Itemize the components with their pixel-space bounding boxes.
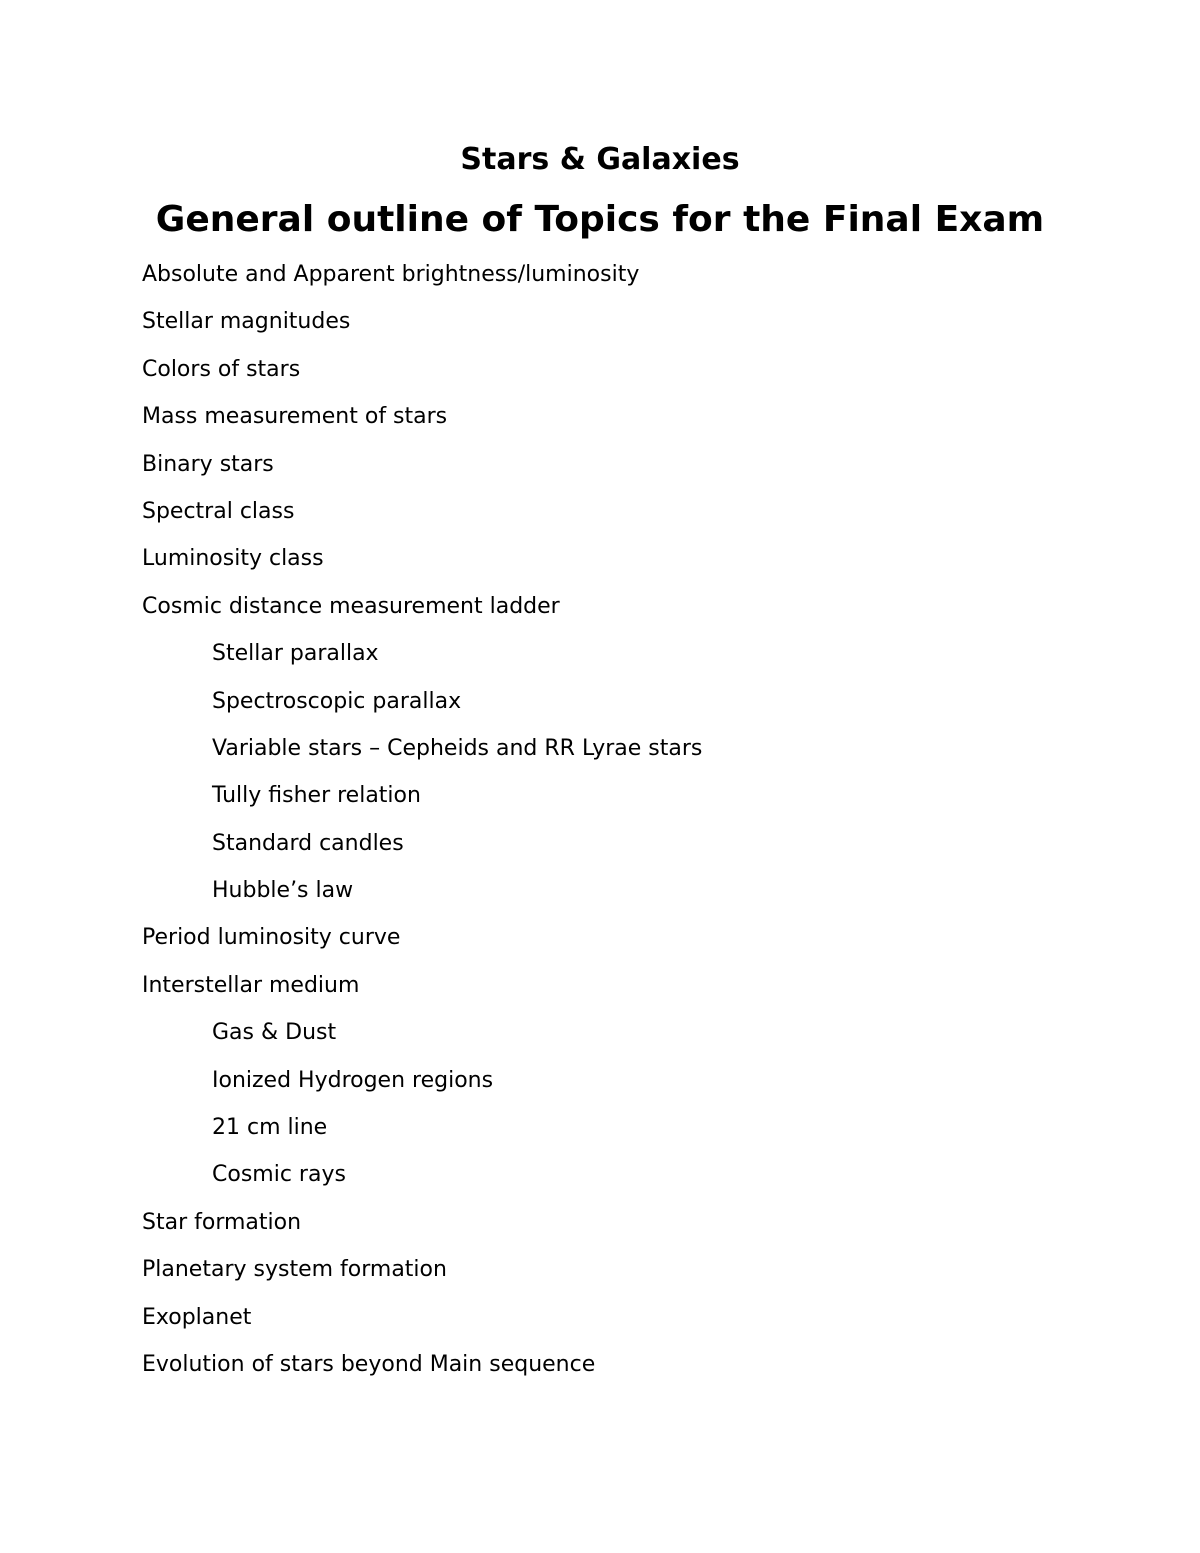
topic-item: Evolution of stars beyond Main sequence	[142, 1351, 596, 1377]
topic-item: Exoplanet	[142, 1304, 252, 1330]
topic-item: Star formation	[142, 1209, 302, 1235]
topic-item: Interstellar medium	[142, 972, 360, 998]
topic-item: Planetary system formation	[142, 1257, 447, 1283]
topic-item: Colors of stars	[142, 356, 301, 382]
subtopic-item: Standard candles	[212, 830, 404, 856]
topic-item: Period luminosity curve	[142, 925, 401, 951]
subtopic-item: Tully fisher relation	[212, 783, 421, 809]
topic-item: Absolute and Apparent brightness/luminosity	[142, 262, 640, 287]
topic-item: Cosmic distance measurement ladder	[142, 593, 560, 619]
topic-item: Luminosity class	[142, 546, 324, 572]
subtopic-item: Cosmic rays	[212, 1162, 346, 1188]
topic-item: Binary stars	[142, 451, 274, 477]
subtopic-item: Hubble’s law	[212, 878, 354, 904]
subtopic-item: Spectroscopic parallax	[212, 688, 462, 714]
subtopic-item: Variable stars – Cepheids and RR Lyrae stars	[212, 735, 703, 761]
topic-item: Mass measurement of stars	[142, 404, 448, 430]
topic-outline	[142, 258, 702, 1395]
document-title: Stars & Galaxies	[460, 142, 740, 177]
subtopic-item: Ionized Hydrogen regions	[212, 1067, 494, 1093]
subtopic-item: Gas & Dust	[212, 1020, 337, 1046]
document-subtitle: General outline of Topics for the Final Exam	[155, 199, 1045, 240]
subtopic-item: Stellar parallax	[212, 641, 379, 667]
topic-item: Stellar magnitudes	[142, 309, 351, 335]
topic-item: Spectral class	[142, 498, 295, 524]
subtopic-item: 21 cm line	[212, 1115, 328, 1141]
